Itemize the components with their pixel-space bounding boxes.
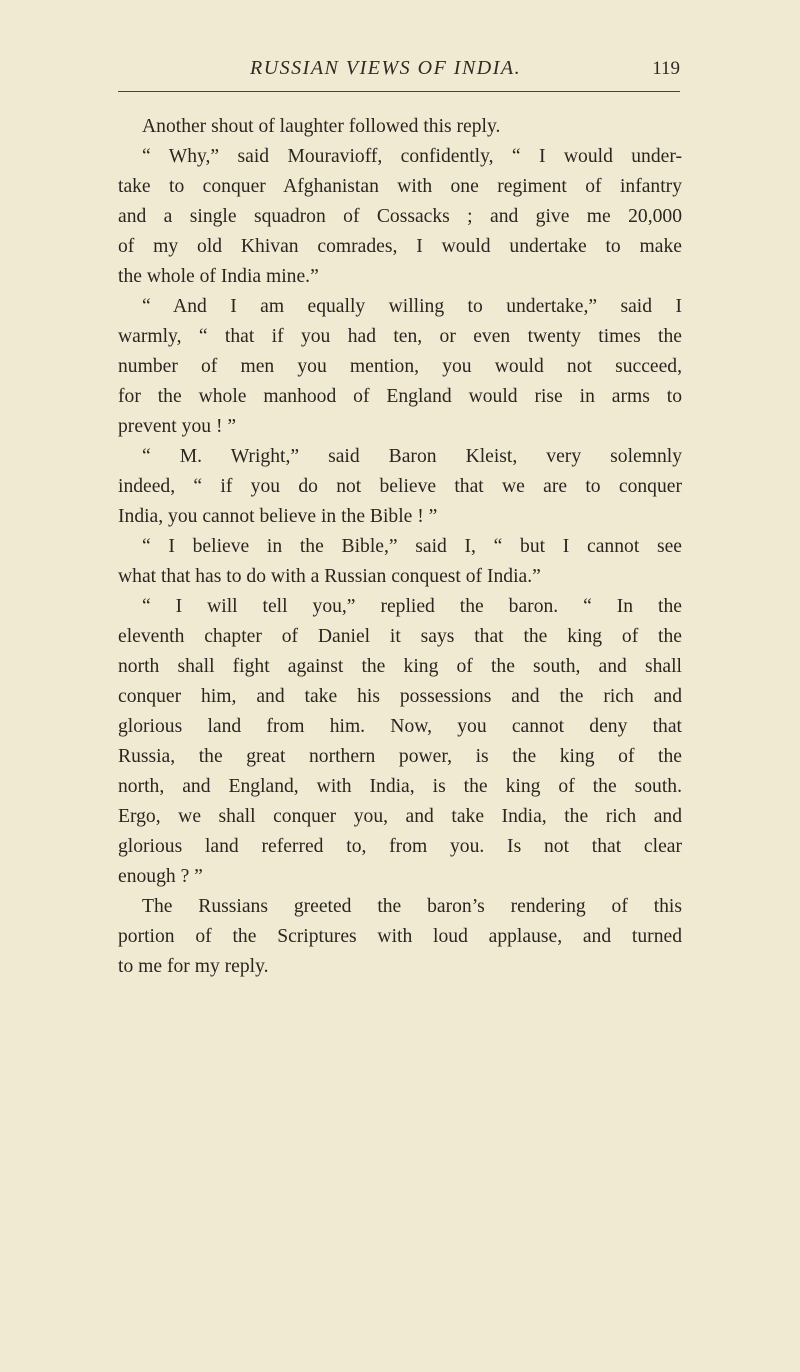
text-line: the whole of India mine.” xyxy=(118,266,319,287)
running-title: RUSSIAN VIEWS OF INDIA. xyxy=(250,57,522,79)
text-line: of my old Khivan comrades, I would undertake to make xyxy=(118,236,682,257)
text-line: Russia, the great northern power, is the king of the xyxy=(118,746,682,767)
text-line: indeed, “ if you do not believe that we are to conquer xyxy=(118,476,682,497)
text-line: “ I will tell you,” replied the baron. “ In the xyxy=(142,596,682,617)
text-line: glorious land referred to, from you. Is not that clear xyxy=(118,836,682,857)
text-line: “ I believe in the Bible,” said I, “ but I cannot see xyxy=(142,536,682,557)
text-line: conquer him, and take his possessions and the rich and xyxy=(118,686,682,707)
text-line: The Russians greeted the baron’s rendering of this xyxy=(142,896,682,917)
header-rule xyxy=(118,91,680,92)
text-line: for the whole manhood of England would rise in arms to xyxy=(118,386,682,407)
text-line: “ Why,” said Mouravioff, confidently, “ I would under- xyxy=(142,146,682,167)
text-line: “ M. Wright,” said Baron Kleist, very solemnly xyxy=(142,446,682,467)
text-line: India, you cannot believe in the Bible ! ” xyxy=(118,506,438,527)
text-line: take to conquer Afghanistan with one regiment of infantry xyxy=(118,176,682,197)
text-line: and a single squadron of Cossacks ; and give me 20,000 xyxy=(118,206,682,227)
text-line: glorious land from him. Now, you cannot deny that xyxy=(118,716,682,737)
page-number: 119 xyxy=(652,58,680,79)
text-line: warmly, “ that if you had ten, or even twenty times the xyxy=(118,326,682,347)
text-line: Another shout of laughter followed this reply. xyxy=(142,116,501,137)
text-line: number of men you mention, you would not succeed, xyxy=(118,356,682,377)
text-line: north shall fight against the king of the south, and shall xyxy=(118,656,682,677)
text-line: enough ? ” xyxy=(118,866,203,887)
text-line: “ And I am equally willing to undertake,” said I xyxy=(142,296,682,317)
text-line: to me for my reply. xyxy=(118,956,269,977)
text-line: north, and England, with India, is the king of the south. xyxy=(118,776,682,797)
running-head xyxy=(120,57,680,87)
text-line: Ergo, we shall conquer you, and take India, the rich and xyxy=(118,806,682,827)
body-text xyxy=(118,112,682,982)
text-line: portion of the Scriptures with loud applause, and turned xyxy=(118,926,682,947)
text-line: eleventh chapter of Daniel it says that the king of the xyxy=(118,626,682,647)
text-line: prevent you ! ” xyxy=(118,416,237,437)
text-line: what that has to do with a Russian conquest of India.” xyxy=(118,566,541,587)
